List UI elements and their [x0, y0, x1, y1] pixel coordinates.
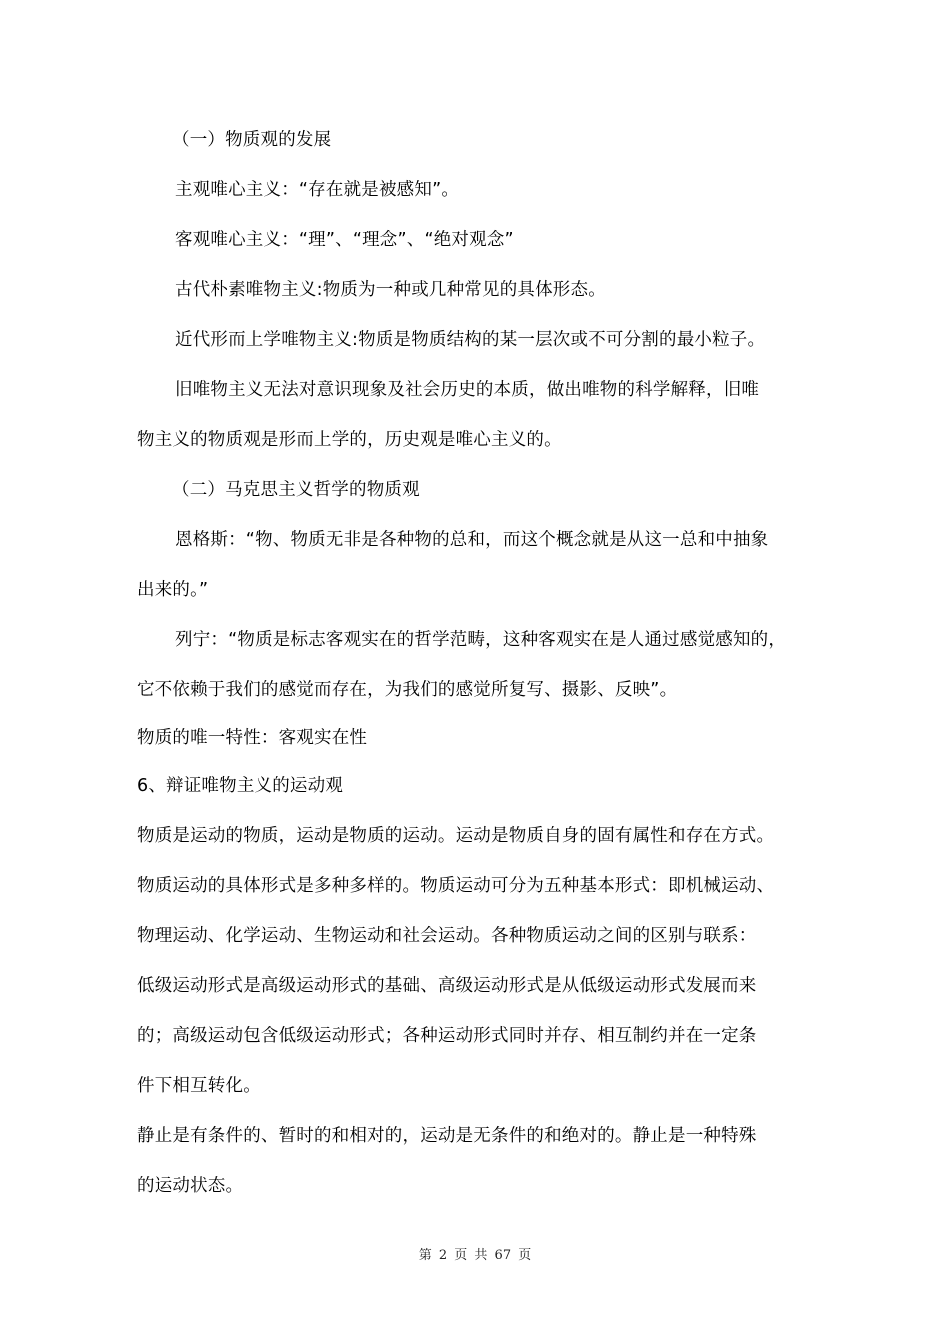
paragraph-line: 恩格斯：“物、物质无非是各种物的总和，而这个概念就是从这一总和中抽象: [175, 530, 769, 550]
paragraph-line: 客观唯心主义：“理”、“理念”、“绝对观念”: [175, 230, 514, 250]
page-footer: 第 2 页 共 67 页: [418, 1248, 532, 1263]
paragraph-line: 物质运动的具体形式是多种多样的。物质运动可分为五种基本形式：即机械运动、: [137, 876, 775, 896]
paragraph-line: 件下相互转化。: [137, 1076, 261, 1096]
paragraph-line: 的运动状态。: [137, 1176, 244, 1196]
paragraph-line: 出来的。”: [137, 580, 209, 600]
section-heading-1: （一）物质观的发展: [172, 130, 332, 150]
paragraph-line: 古代朴素唯物主义:物质为一种或几种常见的具体形态。: [175, 280, 606, 300]
paragraph-line: 的；高级运动包含低级运动形式；各种运动形式同时并存、相互制约并在一定条: [137, 1026, 757, 1046]
paragraph-line: 物质的唯一特性：客观实在性: [137, 728, 368, 748]
paragraph-line: 低级运动形式是高级运动形式的基础、高级运动形式是从低级运动形式发展而来: [137, 976, 757, 996]
paragraph-line: 近代形而上学唯物主义:物质是物质结构的某一层次或不可分割的最小粒子。: [175, 330, 766, 350]
section-heading-3: 6、辩证唯物主义的运动观: [137, 776, 344, 796]
paragraph-line: 物主义的物质观是形而上学的，历史观是唯心主义的。: [137, 430, 562, 450]
paragraph-line: 列宁：“物质是标志客观实在的哲学范畴，这种客观实在是人通过感觉感知的，: [175, 630, 787, 650]
section-heading-2: （二）马克思主义哲学的物质观: [172, 480, 420, 500]
paragraph-line: 静止是有条件的、暂时的和相对的，运动是无条件的和绝对的。静止是一种特殊: [137, 1126, 757, 1146]
paragraph-line: 它不依赖于我们的感觉而存在，为我们的感觉所复写、摄影、反映”。: [137, 680, 678, 700]
paragraph-line: 物理运动、化学运动、生物运动和社会运动。各种物质运动之间的区别与联系：: [137, 926, 757, 946]
paragraph-line: 物质是运动的物质，运动是物质的运动。运动是物质自身的固有属性和存在方式。: [137, 826, 775, 846]
paragraph-line: 主观唯心主义：“存在就是被感知”。: [175, 180, 460, 200]
paragraph-line: 旧唯物主义无法对意识现象及社会历史的本质，做出唯物的科学解释，旧唯: [175, 380, 760, 400]
